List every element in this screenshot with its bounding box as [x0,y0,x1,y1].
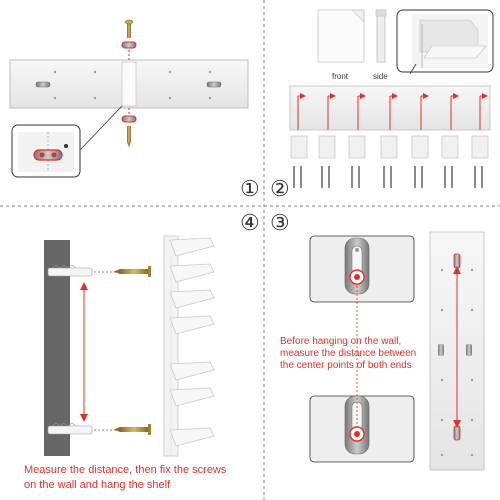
front-label: front [332,72,349,81]
small-screws [293,166,483,188]
screw-bottom-wall [114,424,151,435]
panel-3-measure [280,232,484,470]
hanger-detail-bottom [310,396,414,462]
step-2-number: ② [270,176,290,201]
panel-4-wall-mount [24,236,227,491]
side-label: side [373,72,388,81]
step-1-number: ① [240,176,260,201]
screw-bottom [127,126,131,148]
hanger-left [36,82,50,87]
hanger-right [207,82,221,87]
small-shelves [291,136,488,158]
panel-3-instruction-line3: the center points of both ends [280,360,412,371]
step-4-number: ④ [240,210,260,235]
vertical-shelf [164,236,214,456]
panel-4-instruction-line2: on the wall and hang the shelf [24,479,171,491]
panel-3-instruction-line2: measure the distance between [280,348,417,359]
shelf-side-view [377,10,385,62]
panel-3-instruction-line1: Before hanging on the wall, [280,336,402,347]
bracket-bottom [122,116,136,122]
panel-4-instruction-line1: Measure the distance, then fix the screws [24,464,227,476]
hanger-detail-top [310,236,414,302]
screw-top-wall [114,266,151,277]
screw-top [125,20,133,38]
bracket-top [122,42,136,48]
step-3-number: ③ [270,210,290,235]
panel-2-shelf-assembly [290,10,493,188]
panel-1-bracket-assembly [10,20,248,177]
center-column [122,62,136,106]
